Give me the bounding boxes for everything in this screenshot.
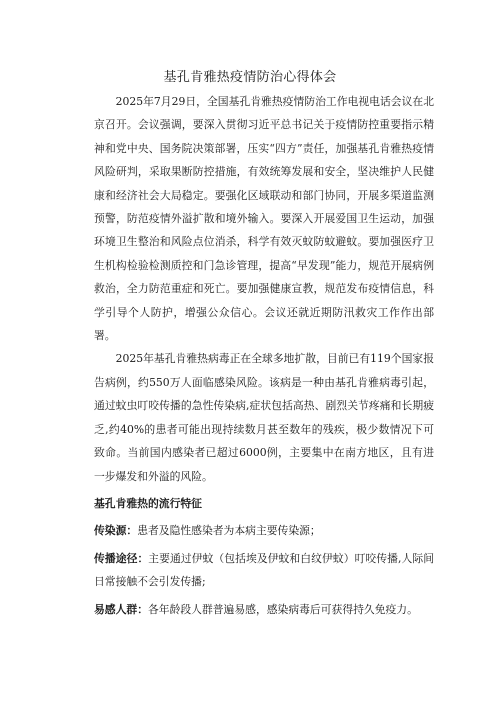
document-title: 基孔肯雅热疫情防治心得体会: [163, 70, 337, 85]
feature-separator: ：: [137, 602, 148, 616]
feature-text: 各年龄段人群普遍易感，感染病毒后可获得持久免疫力。: [147, 602, 418, 616]
document-body: [94, 90, 434, 625]
section-heading-epidemic-features: 基孔肯雅热的流行特征: [94, 496, 202, 510]
feature-text: 主要通过伊蚊（包括埃及伊蚊和白纹伊蚊）叮咬传播,人际间日常接触不会引发传播;: [94, 551, 435, 589]
feature-susceptible-population: [94, 598, 434, 621]
paragraph-global-spread: 2025年基孔肯雅热病毒正在全球多地扩散，目前已有119个国家报告病例，约550万人面临感染风险。该病是一种由基孔肯雅病毒引起，通过蚊虫叮咬传播的急性传染病,症状包括高热、剧烈关节疼痛和长期疲乏,约40%的患者可能出现持续数月甚至数年的残疾，极少数情况下可致命。当前国内感染者已超过6000例，主要集中在南方地区，且有进一步爆发和外溢的风险。: [94, 352, 434, 483]
feature-infection-source: [94, 519, 434, 542]
feature-label: 传播途径: [94, 551, 138, 565]
feature-label: 易感人群: [94, 602, 138, 616]
paragraph-meeting-summary: 2025年7月29日，全国基孔肯雅热疫情防治工作电视电话会议在北京召开。会议强调，要深入贯彻习近平总书记关于疫情防控重要指示精神和党中央、国务院决策部署，压实“四方”责任，加强基孔肯雅热疫情风险研判，采取果断防控措施，有效统筹发展和安全，坚决维护人民健康和经济社会大局稳定。要强化区域联动和部门协同，开展多渠道监测预警，防范疫情外溢扩散和境外输入。要深入开展爱国卫生运动，加强环境卫生整治和风险点位消杀，科学有效灭蚊防蚊避蚊。要加强医疗卫生机构检验检测质控和门急诊管理，提高“早发现”能力，规范开展病例救治，全力防范重症和死亡。要加强健康宣教，规范发布疫情信息，科学引导个人防护，增强公众信心。会议还就近期防汛救灾工作作出部署。: [94, 95, 434, 343]
feature-label: 传染源: [94, 524, 127, 538]
feature-text: 患者及隐性感染者为本病主要传染源；: [137, 524, 321, 538]
feature-separator: ：: [137, 551, 149, 565]
feature-transmission-route: [94, 547, 434, 594]
feature-separator: ：: [126, 524, 138, 538]
